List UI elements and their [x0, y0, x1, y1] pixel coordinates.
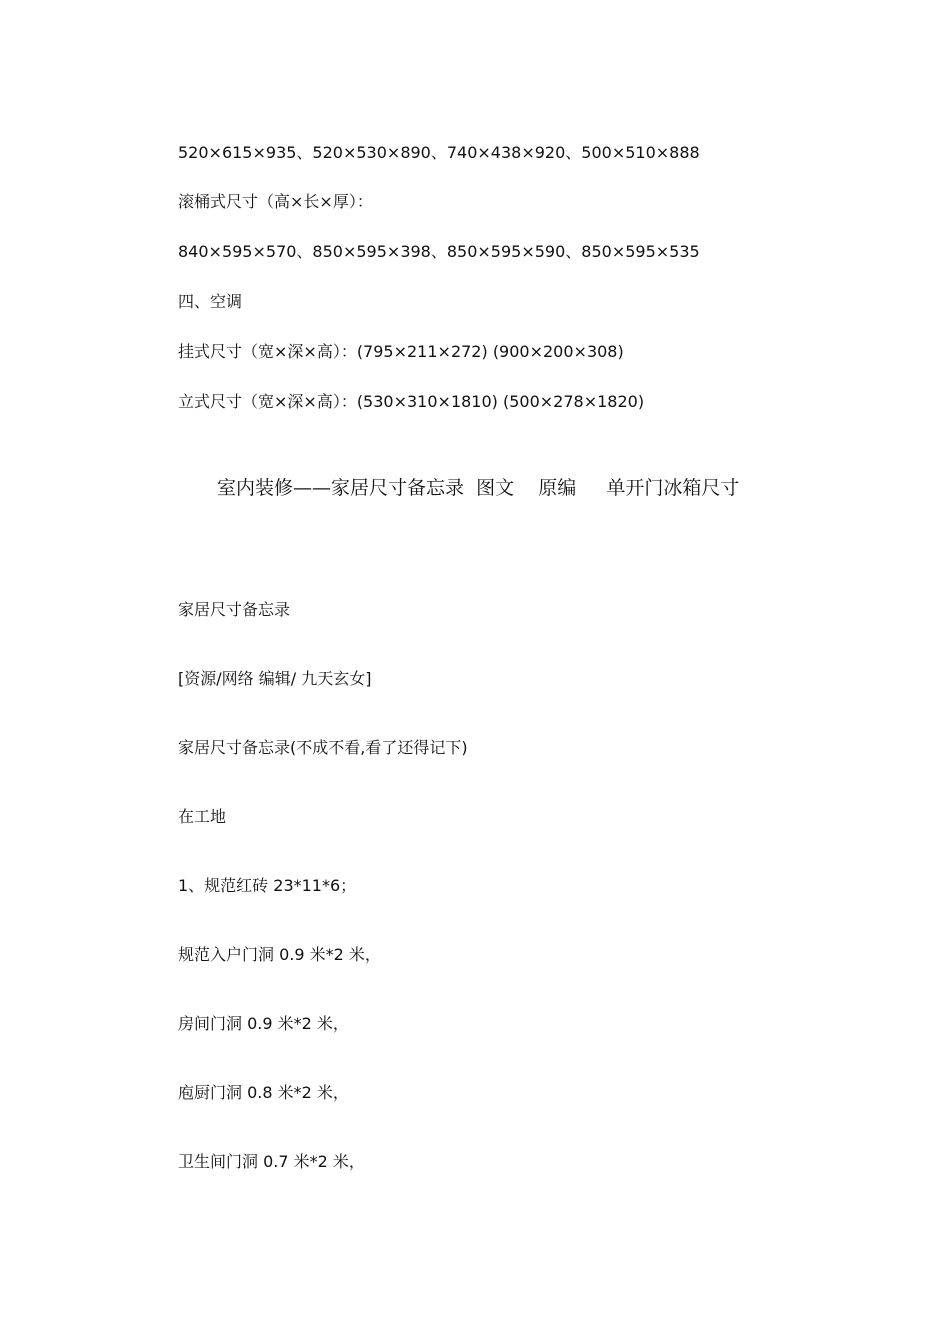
- fridge-sizes-line: 520×615×935、520×530×890、740×438×920、500×510×888: [178, 143, 700, 162]
- kitchen-door-opening-line: 庖厨门洞 0.8 米*2 米，: [178, 1083, 349, 1102]
- memo-heading: 家居尺寸备忘录: [178, 600, 291, 619]
- source-credit-line: [资源/网络 编辑/ 九天玄女]: [178, 669, 372, 688]
- section-heading-air-conditioner: 四、空调: [178, 292, 243, 311]
- memo-subtitle: 家居尺寸备忘录(不成不看,看了还得记下): [178, 738, 468, 757]
- section-heading-on-site: 在工地: [178, 807, 227, 826]
- bathroom-door-opening-line: 卫生间门洞 0.7 米*2 米，: [178, 1152, 365, 1171]
- standing-ac-sizes-line: 立式尺寸（宽×深×高）：(530×310×1810) (500×278×1820): [178, 392, 645, 411]
- room-door-opening-line: 房间门洞 0.9 米*2 米，: [178, 1014, 349, 1033]
- brick-size-line: 1、规范红砖 23*11*6；: [178, 876, 357, 895]
- drum-washer-sizes-line: 840×595×570、850×595×398、850×595×590、850×595×535: [178, 242, 700, 261]
- document-title: 室内装修——家居尺寸备忘录 图文 原编 单开门冰箱尺寸: [217, 477, 740, 499]
- wall-ac-sizes-line: 挂式尺寸（宽×深×高）：(795×211×272) (900×200×308): [178, 342, 624, 361]
- drum-washer-size-heading: 滚桶式尺寸（高×长×厚）：: [178, 192, 373, 211]
- entry-door-opening-line: 规范入户门洞 0.9 米*2 米，: [178, 945, 381, 964]
